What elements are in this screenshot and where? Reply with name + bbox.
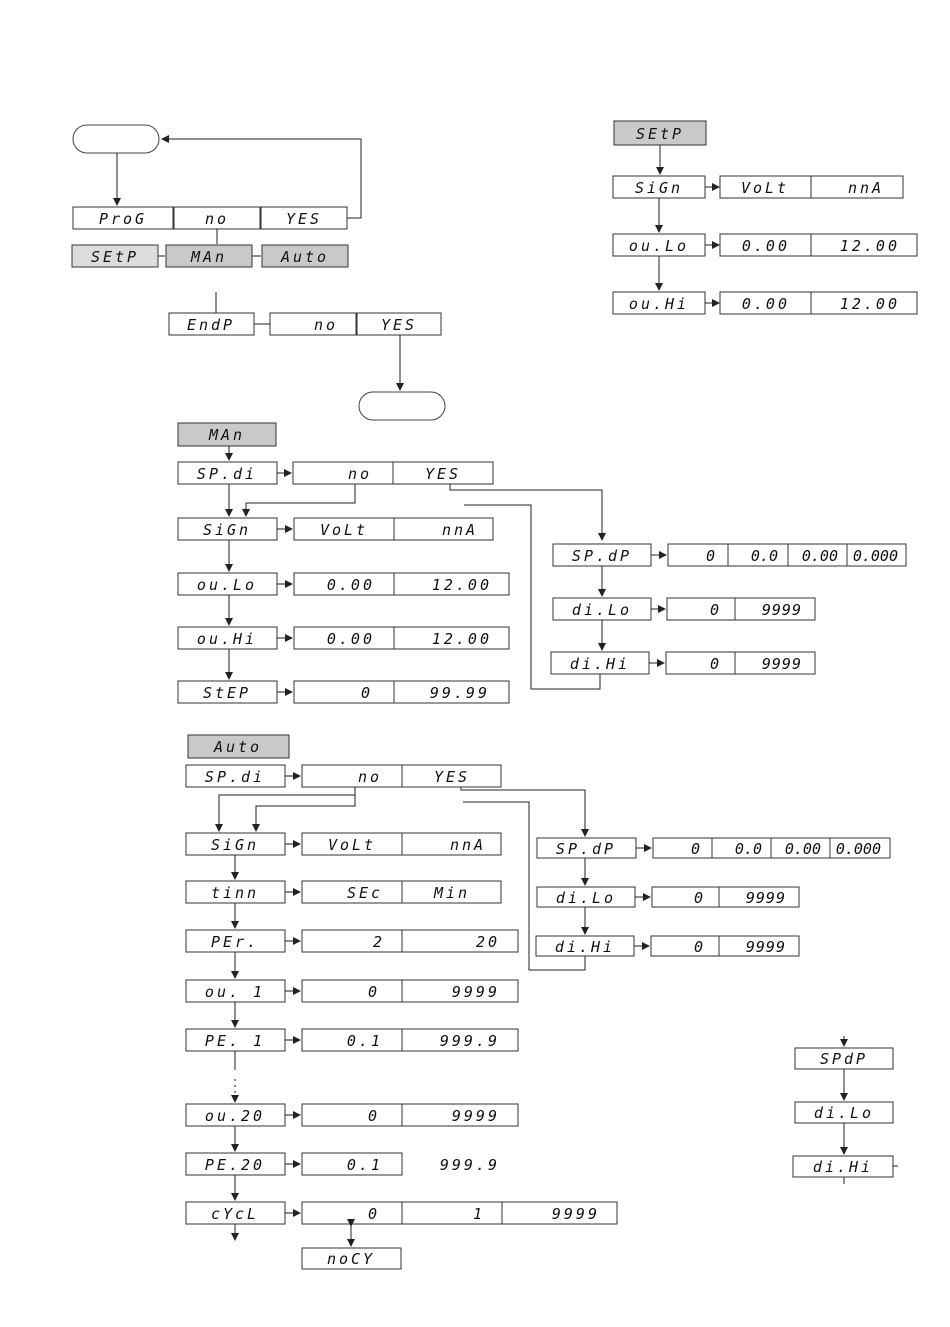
setp-row-oulo	[613, 234, 917, 256]
mode-row	[72, 245, 348, 267]
prog-row	[73, 207, 347, 229]
man-dihi-label: di.Hi	[569, 655, 631, 673]
auto-row-time	[186, 881, 501, 903]
man-side-dilo	[553, 598, 815, 620]
auto-row-ou20	[186, 1104, 518, 1126]
setp-sign-ma: nnA	[847, 179, 885, 197]
auto-pe1-min: 0.1	[346, 1032, 383, 1050]
auto-sign-label: SiGn	[210, 836, 260, 854]
auto-cycl-label: cYcL	[210, 1205, 260, 1223]
start-terminal	[73, 125, 159, 153]
auto-row-cycl	[186, 1202, 617, 1224]
auto-side-dihi	[536, 936, 799, 956]
prog-yes-option: YES	[285, 210, 323, 228]
setp-oulo-label: ou.Lo	[628, 237, 690, 255]
auto-time-min: Min	[433, 884, 471, 902]
endp-no-option: no	[313, 316, 339, 334]
man-step-min: 0	[360, 684, 373, 702]
man-spdi-yes: YES	[424, 465, 462, 483]
auto-ou1-label: ou. 1	[204, 983, 266, 1001]
auto-time-sec: SEc	[346, 884, 384, 902]
auto-per-min: 2	[372, 933, 385, 951]
auto-cycl-opt2: 9999	[551, 1205, 600, 1223]
auto-dihi-max: 9999	[745, 938, 786, 956]
mini-spdp-label: SPdP	[819, 1050, 869, 1068]
man-spdp-opt1: 0.0	[750, 547, 778, 565]
man-sign-volt: VoLt	[319, 521, 369, 539]
setp-row-sign	[613, 176, 903, 198]
man-sign-label: SiGn	[202, 521, 252, 539]
auto-dilo-label: di.Lo	[555, 889, 617, 907]
setp-ouhi-label: ou.Hi	[628, 295, 690, 313]
man-section	[178, 423, 906, 703]
auto-ou20-max: 9999	[451, 1107, 500, 1125]
auto-header: Auto	[213, 738, 263, 756]
auto-ou20-min: 0	[367, 1107, 380, 1125]
auto-spdi-yes: YES	[433, 768, 471, 786]
man-header: MAn	[208, 426, 246, 444]
mode-man: MAn	[190, 248, 228, 266]
setp-ouhi-max: 12.00	[839, 295, 900, 313]
mini-section	[793, 1036, 898, 1184]
man-row-oulo	[178, 573, 509, 595]
endp-yes-option: YES	[380, 316, 418, 334]
setp-sign-label: SiGn	[634, 179, 684, 197]
man-oulo-label: ou.Lo	[196, 576, 258, 594]
auto-side-dilo	[537, 887, 799, 907]
endp-label: EndP	[186, 316, 236, 334]
man-row-step	[178, 681, 509, 703]
man-oulo-min: 0.00	[326, 576, 375, 594]
auto-row-spdi	[186, 765, 501, 787]
auto-pe1-max: 999.9	[439, 1032, 500, 1050]
auto-pe20-label: PE.20	[204, 1156, 266, 1174]
auto-dilo-min: 0	[693, 889, 706, 907]
setp-section	[613, 121, 917, 314]
auto-nocy-label: noCY	[326, 1250, 376, 1268]
auto-spdi-no: no	[357, 768, 383, 786]
man-oulo-max: 12.00	[431, 576, 492, 594]
man-spdi-no: no	[347, 465, 373, 483]
auto-ou1-max: 9999	[451, 983, 500, 1001]
auto-spdp-label: SP.dP	[555, 840, 617, 858]
main-flow	[72, 125, 445, 420]
man-sign-ma: nnA	[441, 521, 479, 539]
setp-oulo-min: 0.00	[741, 237, 790, 255]
man-step-max: 99.99	[429, 684, 490, 702]
man-ouhi-min: 0.00	[326, 630, 375, 648]
auto-cycl-opt0: 0	[367, 1205, 380, 1223]
setp-oulo-max: 12.00	[839, 237, 900, 255]
man-row-sign	[178, 518, 493, 540]
auto-per-label: PEr.	[210, 933, 260, 951]
man-side-spdp	[553, 544, 906, 566]
auto-dihi-label: di.Hi	[554, 938, 616, 956]
auto-row-ou1	[186, 980, 518, 1002]
mode-setp: SEtP	[90, 248, 140, 266]
auto-sign-ma: nnA	[449, 836, 487, 854]
auto-pe1-label: PE. 1	[204, 1032, 266, 1050]
man-ouhi-label: ou.Hi	[196, 630, 258, 648]
auto-section	[186, 735, 890, 1269]
prog-label: ProG	[98, 210, 148, 228]
auto-dihi-min: 0	[693, 938, 706, 956]
mini-dihi-label: di.Hi	[812, 1158, 874, 1176]
man-dilo-min: 0	[709, 601, 722, 619]
man-spdp-opt3: 0.000	[852, 547, 898, 565]
auto-nocy	[302, 1248, 401, 1269]
auto-spdi-label: SP.di	[204, 768, 266, 786]
man-ouhi-max: 12.00	[431, 630, 492, 648]
auto-dilo-max: 9999	[745, 889, 786, 907]
auto-per-max: 20	[475, 933, 500, 951]
mode-auto: Auto	[280, 248, 330, 266]
auto-row-sign	[186, 833, 501, 855]
setp-header: SEtP	[635, 125, 685, 143]
man-side-dihi	[551, 652, 815, 674]
setp-ouhi-min: 0.00	[741, 295, 790, 313]
auto-ou20-label: ou.20	[204, 1107, 266, 1125]
man-spdp-opt0: 0	[705, 547, 718, 565]
man-row-spdi	[178, 462, 493, 484]
auto-pe20-max: 999.9	[439, 1156, 500, 1174]
man-dihi-min: 0	[709, 655, 722, 673]
mini-dilo-label: di.Lo	[813, 1104, 875, 1122]
man-spdp-label: SP.dP	[571, 547, 633, 565]
auto-spdp-opt0: 0	[690, 840, 703, 858]
man-spdp-opt2: 0.00	[801, 547, 838, 565]
auto-row-pe1	[186, 1029, 518, 1051]
auto-spdp-opt3: 0.000	[835, 840, 881, 858]
auto-spdp-opt1: 0.0	[734, 840, 762, 858]
endp-row	[169, 313, 441, 335]
man-dilo-label: di.Lo	[571, 601, 633, 619]
auto-cycl-opt1: 1	[472, 1205, 485, 1223]
auto-pe20-min: 0.1	[346, 1156, 383, 1174]
man-dihi-max: 9999	[761, 655, 802, 673]
auto-time-label: tinn	[210, 884, 260, 902]
man-step-label: StEP	[202, 684, 252, 702]
man-spdi-label: SP.di	[196, 465, 258, 483]
auto-side-spdp	[537, 838, 890, 858]
auto-row-per	[186, 930, 518, 952]
auto-ou1-min: 0	[367, 983, 380, 1001]
setp-row-ouhi	[613, 292, 917, 314]
end-terminal	[359, 392, 445, 420]
man-row-ouhi	[178, 627, 509, 649]
auto-row-pe20	[186, 1153, 500, 1175]
man-dilo-max: 9999	[761, 601, 802, 619]
setp-sign-volt: VoLt	[740, 179, 790, 197]
auto-sign-volt: VoLt	[327, 836, 377, 854]
auto-spdp-opt2: 0.00	[784, 840, 821, 858]
prog-no-option: no	[204, 210, 230, 228]
